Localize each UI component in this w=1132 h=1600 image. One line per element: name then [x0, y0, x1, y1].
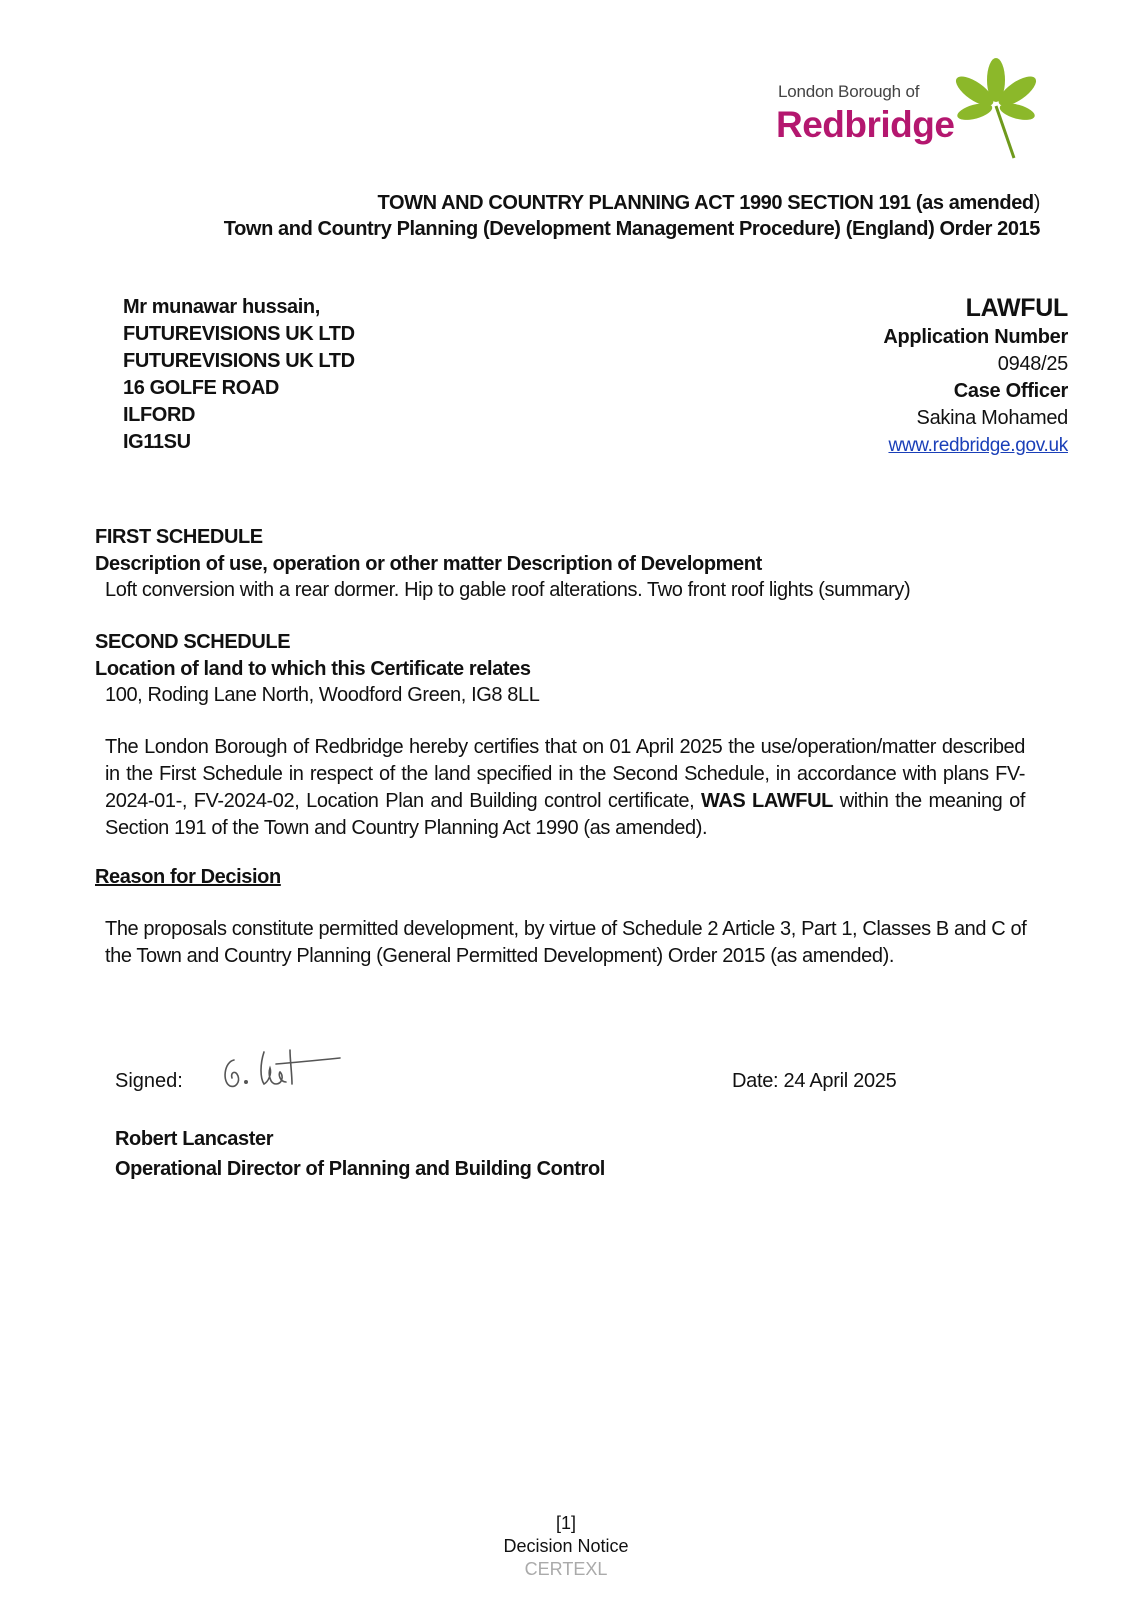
council-logo — [778, 58, 1040, 162]
address-line: 16 GOLFE ROAD — [123, 377, 279, 399]
addressee-block — [123, 294, 355, 456]
act-line-2: Town and Country Planning (Development Management Procedure) (England) Order 2015 — [223, 218, 1040, 240]
reason-heading: Reason for Decision — [95, 866, 281, 888]
page-footer — [0, 1512, 1132, 1581]
chestnut-leaf-icon — [950, 58, 1042, 162]
signed-label: Signed: — [115, 1070, 183, 1092]
act-line-1-close: ) — [1033, 192, 1040, 214]
certification-text: The London Borough of Redbridge hereby certifies that on 01 April 2025 the use/operation/matter described in the First Schedule in respect of the land specified in the Second Schedule, in accordance with plans FV-2024-01-, FV-2024-02, Location Plan and Building control certificate, — [105, 736, 1025, 812]
case-officer-label: Case Officer — [953, 380, 1068, 402]
legislation-heading — [224, 190, 1040, 242]
decision-date: Date: 24 April 2025 — [732, 1070, 897, 1092]
site-address: 100, Roding Lane North, Woodford Green, IG8 8LL — [105, 684, 540, 706]
address-line: FUTUREVISIONS UK LTD — [123, 323, 355, 345]
certification-paragraph — [105, 734, 1025, 842]
certification-text-end: within the meaning of Section 191 of the Town and Country Planning Act 1990 (as amended). — [105, 790, 1025, 839]
logo-title: Redbridge — [776, 104, 955, 145]
first-schedule-heading: FIRST SCHEDULE — [95, 526, 263, 548]
council-website-link[interactable]: www.redbridge.gov.uk — [888, 435, 1068, 456]
signatory — [115, 1124, 605, 1184]
application-number: 0948/25 — [997, 353, 1068, 375]
application-number-label: Application Number — [883, 326, 1068, 348]
reason-text: The proposals constitute permitted development, by virtue of Schedule 2 Article 3, Part 1, Classes B and C of the Town and Country Planning (General Permitted Development) Order 2015 (as amended). — [105, 918, 1027, 967]
footer-label: Decision Notice — [503, 1536, 629, 1556]
signatory-title: Operational Director of Planning and Building Control — [115, 1158, 605, 1180]
second-schedule-subheading: Location of land to which this Certificate relates — [95, 658, 531, 680]
decision-status: LAWFUL — [965, 294, 1068, 322]
address-line: Mr munawar hussain, — [123, 296, 320, 318]
development-description: Loft conversion with a rear dormer. Hip to gable roof alterations. Two front roof lights (summary) — [105, 579, 911, 601]
handwritten-signature — [220, 1038, 350, 1094]
first-schedule-subheading: Description of use, operation or other matter Description of Development — [95, 553, 762, 575]
address-line: FUTUREVISIONS UK LTD — [123, 350, 355, 372]
act-line-1: TOWN AND COUNTRY PLANNING ACT 1990 SECTION 191 (as amended — [377, 192, 1034, 214]
logo-subtitle: London Borough of — [778, 82, 920, 101]
application-meta — [883, 292, 1068, 459]
document-code: CERTEXL — [524, 1559, 608, 1579]
address-line: IG11SU — [123, 431, 191, 453]
case-officer-name: Sakina Mohamed — [916, 407, 1068, 429]
address-line: ILFORD — [123, 404, 196, 426]
signatory-name: Robert Lancaster — [115, 1128, 274, 1150]
page-number: [1] — [555, 1513, 576, 1533]
certification-emphasis: WAS LAWFUL — [700, 790, 833, 812]
second-schedule-heading: SECOND SCHEDULE — [95, 631, 291, 653]
